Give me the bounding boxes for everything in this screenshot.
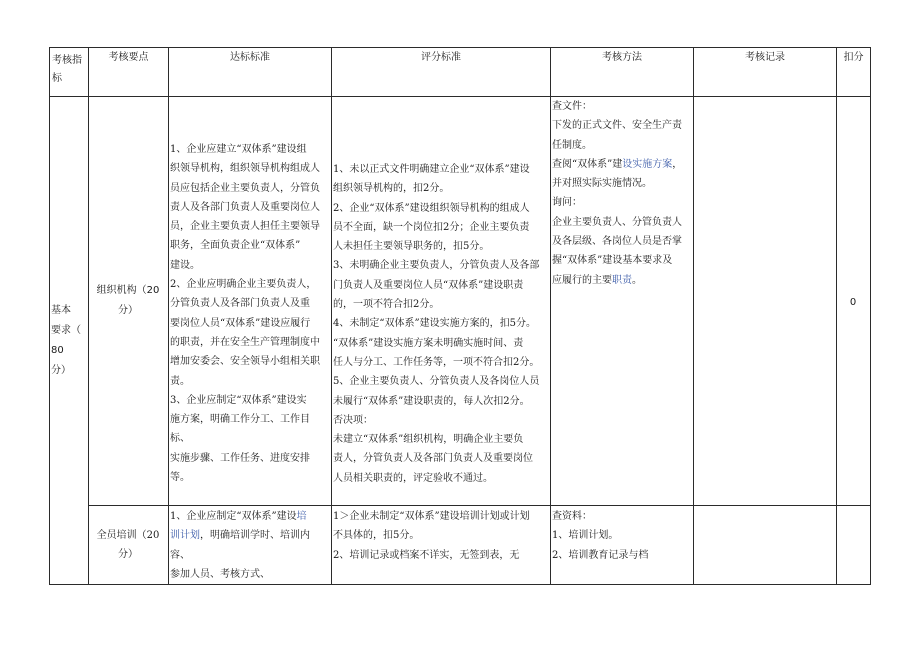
scoring-cell-2 [332,506,551,585]
header-point: 考核要点 [89,48,169,97]
scoring-cell [332,97,551,506]
assessment-table [49,47,871,585]
table-row [50,97,871,506]
header-record: 考核记录 [694,48,837,97]
standard-cell [169,97,332,506]
scoring-text-2: 1＞企业未制定“双体系”建设培训计划或计划 不具体的，扣5分。 2、培训记录或档案不详实，无签到表，无 [333,511,530,561]
deduction-cell-2 [837,506,871,585]
point-cell [89,97,169,506]
table-row [50,506,871,585]
method-label-ask: 询问： [552,197,582,209]
method-text-docs [551,116,693,193]
method-ask-b: 。 [632,274,642,286]
point-text: 组织机构（20 分） [96,285,160,316]
header-indicator: 考核指标 [50,48,89,97]
point-cell-2 [89,506,169,585]
method-text-2: 1、培训计划。 2、培训教育记录与档 [552,530,649,561]
method-label-docs: 查文件： [552,101,592,112]
scoring-text: 1、未以正式文件明确建立企业“双体系”建设 组织领导机构的，扣2分。 2、企业“双体系”建设组织领导机构的组成人 员不全面，缺一个岗位扣2分；企业主要负责 人未担任主要领导职务的，扣5分。 3、未明确企业主要负责人，分管负责人及各部 门负责人及重要岗位人员“双体系”建设职责 的，一项不符合扣2分。 4、未制定“双体系”建设实施方案的，扣5分。 “双体系”建设实施方案未明确实施时间、责 任人与分工、工作任务等，一项不符合扣2分。 5、企业主要负责人、分管负责人及各岗位人员 未履行“双体系”建设职责的，每人次扣2分。 [333,164,540,407]
deduction-cell [837,97,871,506]
training-plan-link: 培 训计划 [170,511,307,542]
record-cell-2 [694,506,837,585]
header-standard: 达标标准 [169,48,332,97]
method-text-ask [551,213,693,290]
veto-label: 否决项： [333,414,373,426]
header-scoring: 评分标准 [332,48,551,97]
duty-link: 职责 [612,274,632,286]
indicator-cell [50,97,89,585]
method-docs-b: ， 并对照实际实施情况。 [552,158,683,190]
deduction-value: 0 [849,296,857,308]
veto-text: 未建立“双体系”组织机构，明确企业主要负 责人，分管负责人及各部门负责人及重要岗位 人员相关职责的，评定验收不通过。 [333,434,533,484]
method-label-2: 查资料： [552,511,592,522]
method-cell [551,97,694,506]
record-cell [694,97,837,506]
point-text-2: 全员培训（20 分） [96,530,160,561]
standard-2-b: ，明确培训学时、培训内容、 参加人员、考核方式、 [170,530,310,580]
standard-text-2 [169,506,331,584]
standard-2-a: 1、企业应制定“双体系”建设 [170,511,297,522]
method-cell-2 [551,506,694,585]
standard-text: 1、企业应建立“双体系”建设组 织领导机构，组织领导机构组成人 员应包括企业主要负责人，分管负 责人及各部门负责人及重要岗位人 员，企业主要负责人担任主要领导 职务，全面负责企业“双体系” 建设。 2、企业应明确企业主要负责人， 分管负责人及各部门负责人及重 要岗位人员“双体系”建设应履行 的职责，并在安全生产管理制度中 增加安委会、安全领导小组相关职 责。 3、企业应制定“双体系”建设实 施方案，明确工作分工、工作目标、 实施步骤、工作任务、进度安排等。 [170,144,320,484]
implementation-plan-link: 设实施方案 [622,158,673,170]
method-ask-a: 企业主要负责人、分管负责人 及各层级、各岗位人员是否掌 握“双体系”建设基本要求及 应履行的主要 [552,216,682,286]
standard-cell-2 [169,506,332,585]
indicator-text: 基本 要求（ 80 分） [51,304,81,376]
header-method: 考核方法 [551,48,694,97]
header-deduction: 扣分 [837,48,871,97]
method-docs-a: 下发的正式文件、安全生产责 任制度。 查阅“双体系”建 [552,120,682,170]
header-row [50,48,871,97]
